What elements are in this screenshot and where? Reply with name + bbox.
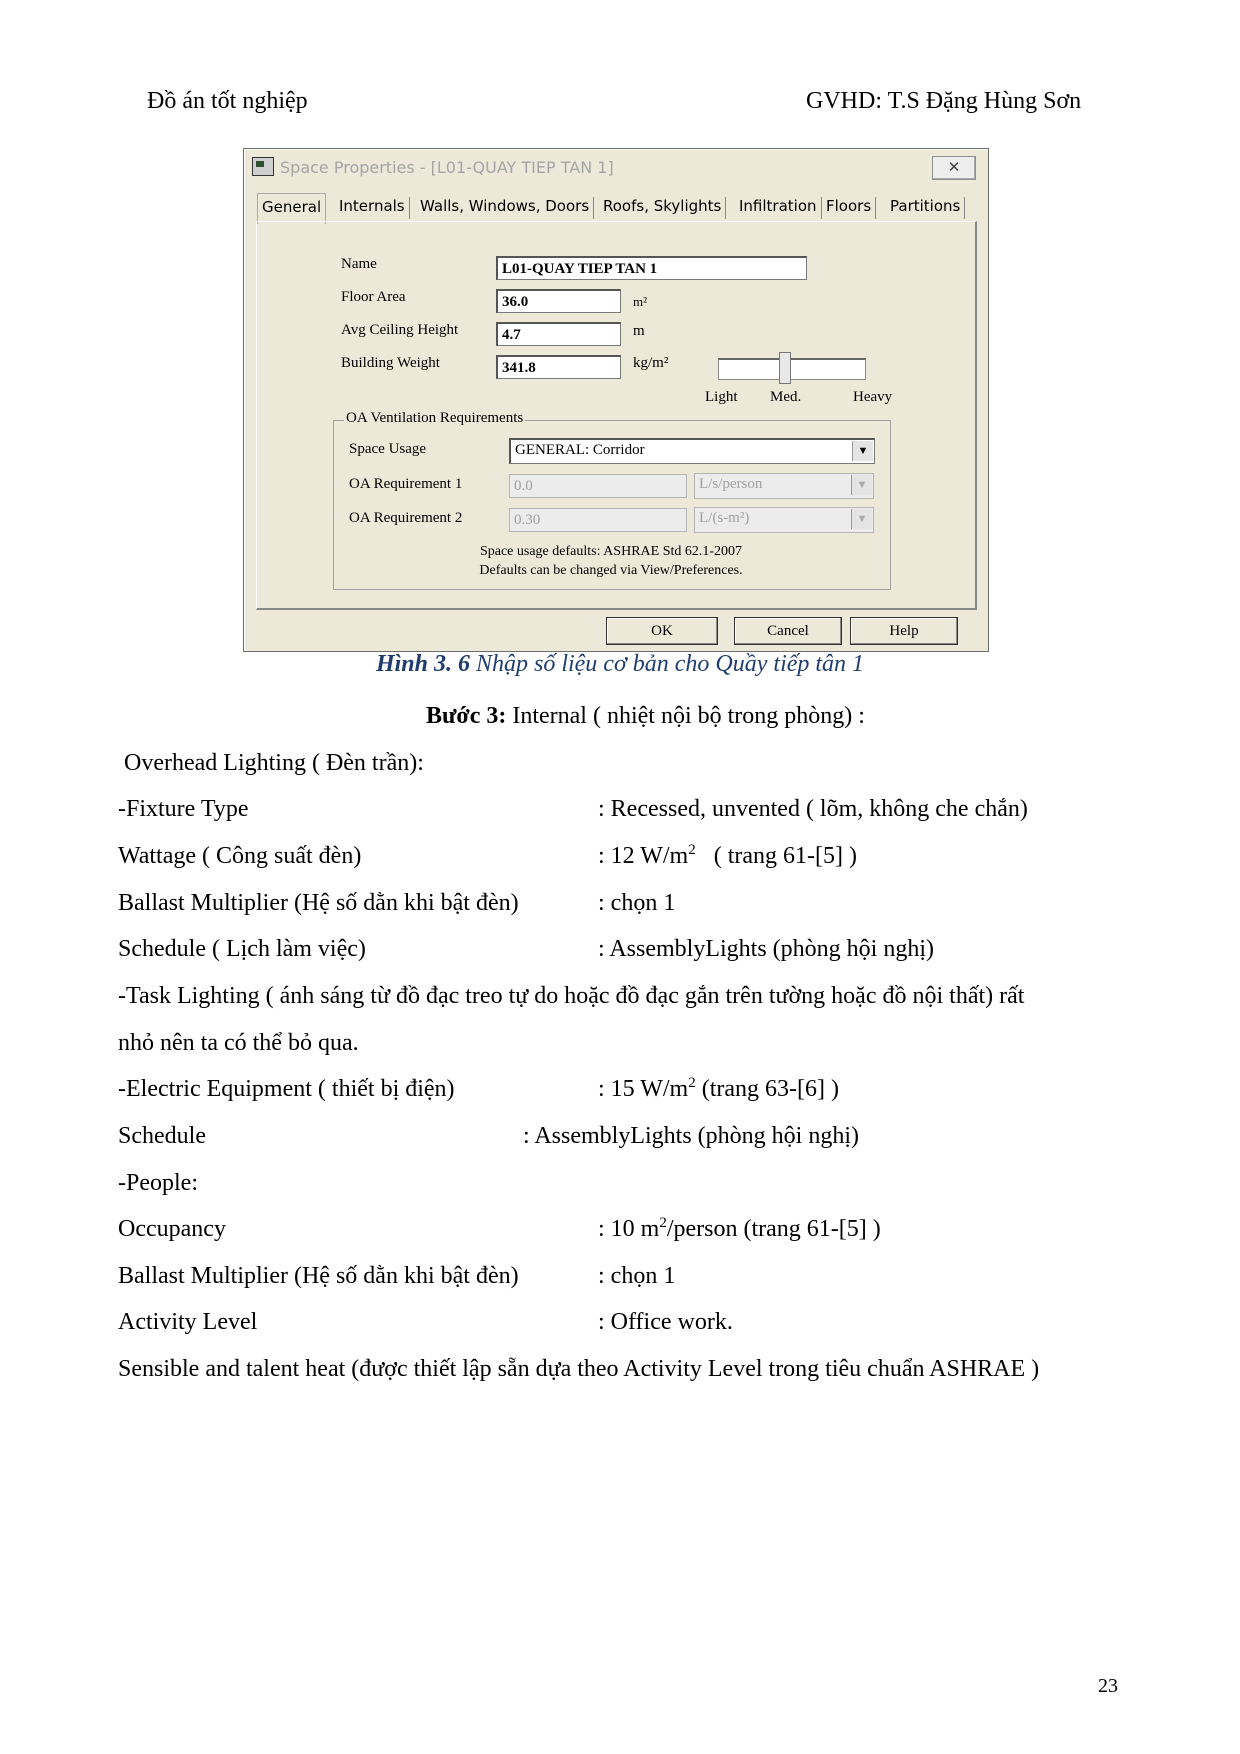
app-icon	[252, 157, 274, 176]
slider-med-label: Med.	[770, 389, 802, 405]
name-input[interactable]: L01-QUAY TIEP TAN 1	[496, 256, 807, 280]
electric-equipment-label: -Electric Equipment ( thiết bị điện)	[118, 1076, 455, 1102]
floor-area-unit: m²	[633, 294, 648, 309]
wattage-value	[598, 843, 857, 870]
step-label: Bước 3:	[426, 703, 507, 729]
occ-sup: 2	[659, 1215, 667, 1231]
caption-text: Nhập số liệu cơ bản cho Quầy tiếp tân 1	[469, 651, 865, 677]
people-heading: -People:	[118, 1170, 198, 1196]
slider-heavy-label: Heavy	[853, 389, 893, 405]
help-button[interactable]: Help	[850, 617, 958, 645]
activity-level-value: : Office work.	[598, 1309, 733, 1335]
occupancy-label: Occupancy	[118, 1216, 226, 1242]
ceiling-height-input[interactable]: 4.7	[496, 322, 621, 346]
caption-number: Hình 3. 6	[375, 651, 470, 677]
tab-floors[interactable]: Floors	[822, 197, 876, 219]
schedule-value: : AssemblyLights (phòng hội nghị)	[598, 936, 934, 962]
space-usage-label: Space Usage	[349, 441, 427, 457]
tab-walls-windows-doors[interactable]: Walls, Windows, Doors	[416, 197, 594, 219]
fixture-type-value: : Recessed, unvented ( lõm, không che chắn)	[598, 796, 1028, 822]
wattage-value-b: ( trang 61-[5] )	[695, 843, 858, 869]
floor-area-label: Floor Area	[341, 289, 406, 305]
tab-general[interactable]: General	[257, 193, 326, 224]
occupancy-value	[598, 1216, 881, 1243]
schedule2-label: Schedule	[118, 1123, 206, 1149]
oa-requirement-1-label: OA Requirement 1	[349, 476, 463, 492]
ceiling-height-label: Avg Ceiling Height	[341, 322, 459, 338]
schedule-label: Schedule ( Lịch làm việc)	[118, 936, 366, 962]
building-weight-input[interactable]: 341.8	[496, 355, 621, 379]
oa-requirement-1-unit-select[interactable]	[694, 473, 874, 499]
elec-value-b: (trang 63-[6] )	[695, 1076, 840, 1102]
building-weight-unit: kg/m²	[633, 355, 669, 371]
building-weight-label: Building Weight	[341, 355, 440, 371]
tab-infiltration[interactable]: Infiltration	[735, 197, 822, 219]
tab-roofs-skylights[interactable]: Roofs, Skylights	[599, 197, 726, 219]
activity-level-label: Activity Level	[118, 1309, 258, 1335]
electric-equipment-value	[598, 1076, 839, 1103]
chevron-down-icon[interactable]: ▼	[851, 509, 872, 529]
task-lighting-line2: nhỏ nên ta có thể bỏ qua.	[118, 1030, 359, 1056]
oa-requirement-2-unit-select[interactable]	[694, 507, 874, 533]
oa-requirement-2-input[interactable]: 0.30	[509, 508, 687, 532]
ok-button[interactable]: OK	[606, 617, 718, 645]
chevron-down-icon[interactable]: ▼	[852, 441, 873, 461]
close-button[interactable]	[932, 156, 976, 180]
close-icon: ✕	[947, 158, 961, 176]
tab-internals[interactable]: Internals	[335, 197, 410, 219]
tab-partitions[interactable]: Partitions	[886, 197, 965, 219]
header-right: GVHD: T.S Đặng Hùng Sơn	[806, 88, 1082, 114]
oa-requirement-2-unit: L/(s-m²)	[699, 510, 750, 526]
occ-value-b: /person (trang 61-[5] )	[666, 1216, 881, 1242]
slider-thumb[interactable]	[779, 352, 791, 384]
dialog-title: Space Properties - [L01-QUAY TIEP TAN 1]	[280, 158, 614, 177]
overhead-lighting: Overhead Lighting ( Đèn trần):	[124, 750, 424, 776]
header-left: Đồ án tốt nghiệp	[147, 88, 308, 114]
usage-defaults-note: Space usage defaults: ASHRAE Std 62.1-2007	[479, 544, 743, 559]
elec-value-a: : 15 W/m	[598, 1076, 689, 1102]
slider-light-label: Light	[705, 389, 738, 405]
building-weight-slider[interactable]	[718, 358, 866, 380]
fixture-type-label: -Fixture Type	[118, 796, 249, 822]
schedule2-value: : AssemblyLights (phòng hội nghị)	[523, 1123, 859, 1149]
wattage-label: Wattage ( Công suất đèn)	[118, 843, 362, 869]
occ-value-a: : 10 m	[598, 1216, 660, 1242]
space-usage-select[interactable]	[509, 438, 875, 464]
floor-area-input[interactable]: 36.0	[496, 289, 621, 313]
elec-sup: 2	[688, 1075, 696, 1091]
ballast-label: Ballast Multiplier (Hệ số dằn khi bật đèn)	[118, 890, 519, 916]
ballast2-label: Ballast Multiplier (Hệ số dằn khi bật đèn)	[118, 1263, 519, 1289]
wattage-value-a: : 12 W/m	[598, 843, 689, 869]
oa-requirement-1-unit: L/s/person	[699, 476, 763, 492]
dialog-titlebar	[246, 151, 984, 181]
ballast2-value: : chọn 1	[598, 1263, 676, 1289]
name-label: Name	[341, 256, 377, 272]
figure-caption	[0, 651, 1240, 678]
sensible-heat-text: Sensible and talent heat (được thiết lập sẵn dựa theo Activity Level trong tiêu chuẩn ASHRAE )	[118, 1356, 1040, 1382]
step-heading	[426, 703, 865, 730]
cancel-button[interactable]: Cancel	[734, 617, 842, 645]
task-lighting-line1: -Task Lighting ( ánh sáng từ đồ đạc treo tự do hoặc đồ đạc gắn trên tường hoặc đồ nội thất) rất	[118, 983, 1025, 1009]
oa-requirement-1-input[interactable]: 0.0	[509, 474, 687, 498]
oa-group-legend: OA Ventilation Requirements	[346, 410, 524, 426]
page-number: 23	[1098, 1675, 1118, 1697]
preferences-note: Defaults can be changed via View/Preferences.	[479, 563, 743, 578]
ceiling-height-unit: m	[633, 323, 645, 339]
oa-requirement-2-label: OA Requirement 2	[349, 510, 463, 526]
ballast-value: : chọn 1	[598, 890, 676, 916]
space-usage-value: GENERAL: Corridor	[515, 442, 645, 458]
chevron-down-icon[interactable]: ▼	[851, 475, 872, 495]
wattage-sup: 2	[688, 842, 696, 858]
step-text: Internal ( nhiệt nội bộ trong phòng) :	[506, 703, 865, 729]
